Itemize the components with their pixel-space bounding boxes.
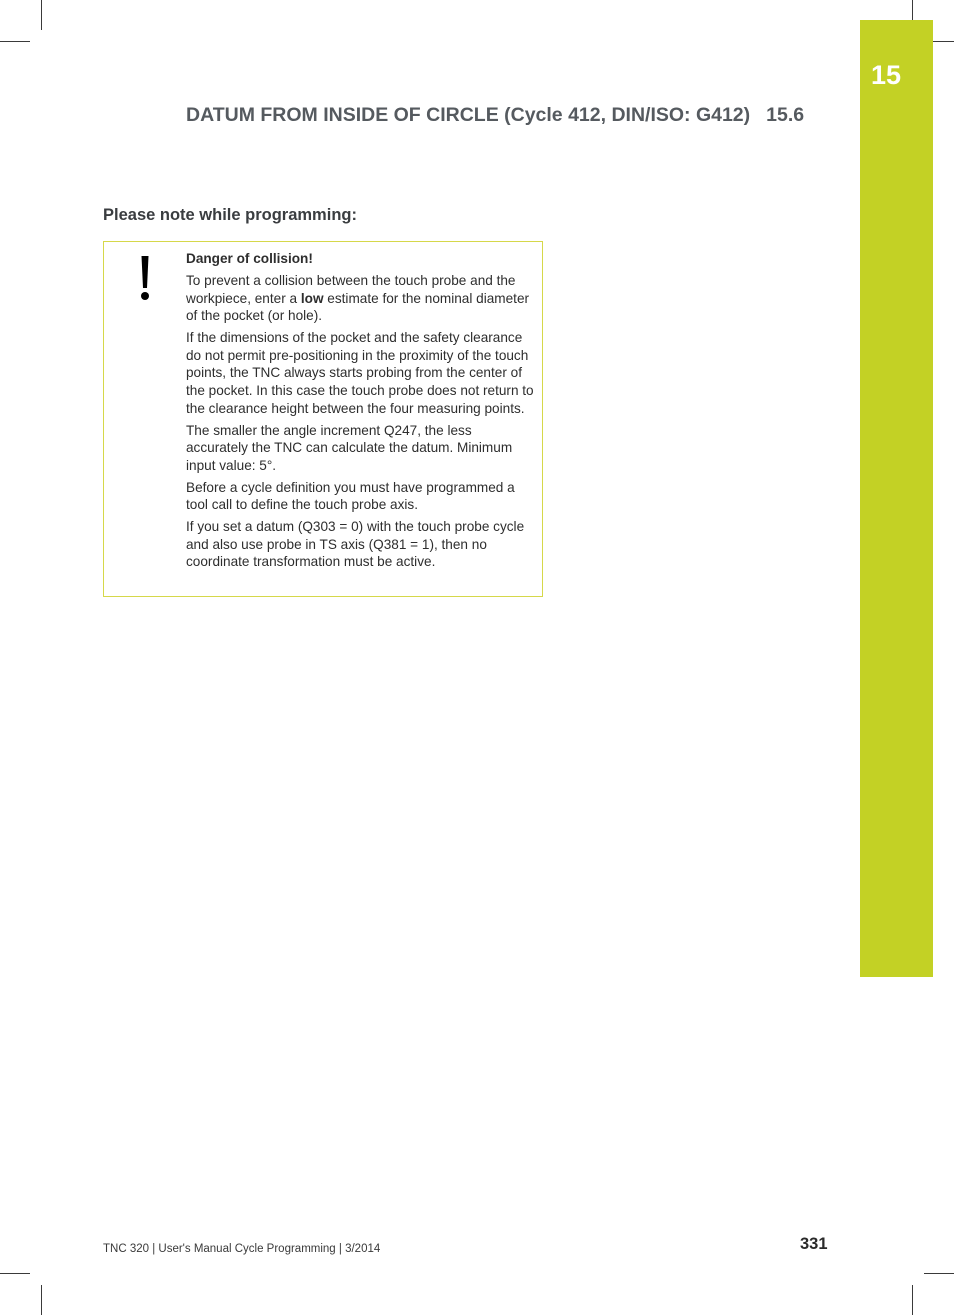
- chapter-tab: [860, 20, 933, 977]
- note-paragraph-1: [186, 272, 534, 325]
- section-heading: Please note while programming:: [103, 206, 357, 224]
- chapter-number: 15: [871, 60, 902, 90]
- note-paragraph-4: Before a cycle definition you must have programmed a tool call to define the touch probe axis.: [186, 479, 515, 513]
- header-section-number: 15.6: [766, 104, 805, 126]
- footer-text: TNC 320 | User's Manual Cycle Programming | 3/2014: [103, 1243, 381, 1255]
- note-text: [186, 250, 534, 575]
- crop-mark: [0, 41, 30, 42]
- note-title: Danger of collision!: [186, 251, 313, 266]
- header-title: DATUM FROM INSIDE OF CIRCLE (Cycle 412, DIN/ISO: G412): [186, 104, 751, 126]
- note-paragraph-5: If you set a datum (Q303 = 0) with the touch probe cycle and also use probe in TS axis (Q381 = 1), then no coordinate transformation must be active.: [186, 519, 525, 570]
- running-header: [186, 104, 832, 127]
- note-paragraph-1-emphasis: low: [300, 290, 324, 306]
- crop-mark: [924, 1273, 954, 1274]
- crop-mark: [0, 1273, 30, 1274]
- crop-mark: [41, 1285, 42, 1315]
- page-number: 331: [800, 1235, 828, 1253]
- crop-mark: [41, 0, 42, 30]
- exclamation-icon: [133, 254, 157, 304]
- note-paragraph-3: The smaller the angle increment Q247, the less accurately the TNC can calculate the datum. Minimum input value: 5°.: [186, 422, 513, 473]
- note-paragraph-1-start: To prevent a collision between the touch probe and the workpiece, enter a: [186, 272, 516, 306]
- note-paragraph-1-end: estimate for the nominal diameter of the pocket (or hole).: [186, 290, 530, 324]
- warning-note-box: [103, 241, 543, 597]
- note-paragraph-2: If the dimensions of the pocket and the safety clearance do not permit pre-positioning in the proximity of the touch points, the TNC always starts probing from the center of the pocket. In this case the touch probe does not return to the clearance height between the four measuring points.: [186, 330, 534, 416]
- crop-mark: [912, 1285, 913, 1315]
